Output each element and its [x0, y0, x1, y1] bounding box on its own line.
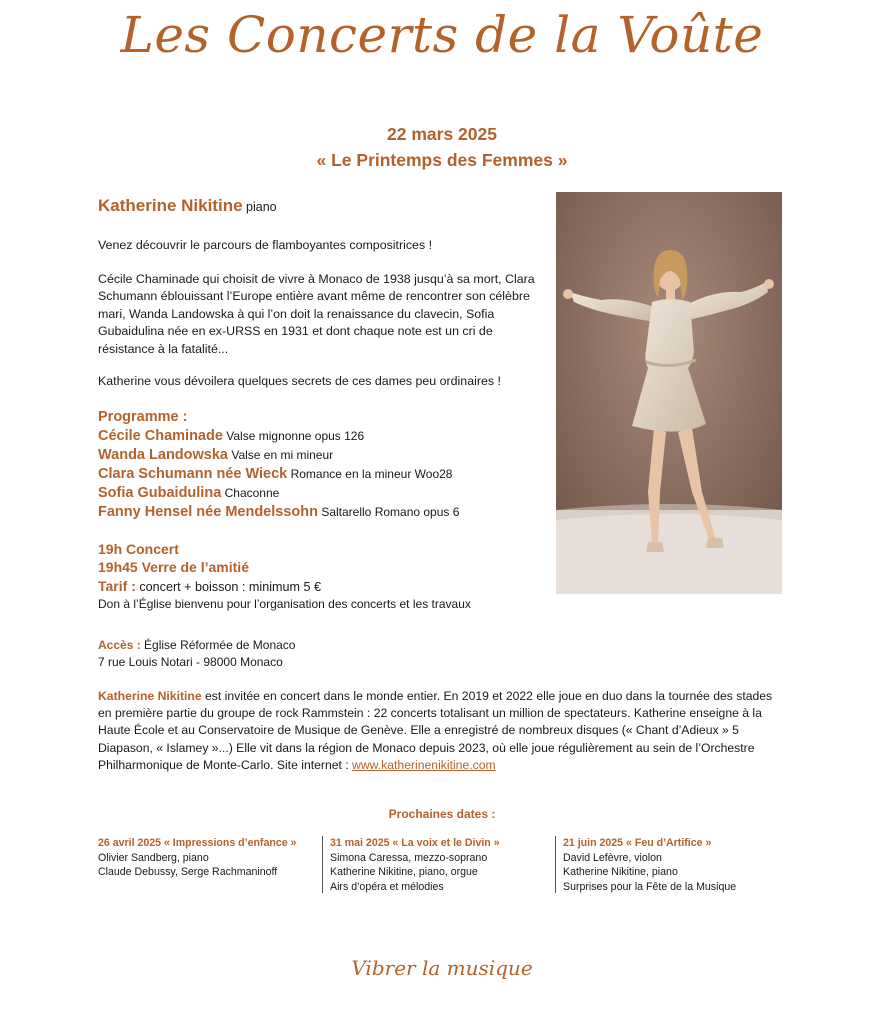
intro-paragraph-2: Cécile Chaminade qui choisit de vivre à Monaco de 1938 jusqu’à sa mort, Clara Schumann éblouissant l’Europe entière avant même de rencontrer son célèbre mari, Wanda Landowska à qui l’on doit la renaissance du clavecin, Sofia Gubaidulina née en ex-URSS en 1931 et dont chaque note est un cri de résistance à la fatalité... — [98, 272, 535, 356]
programme-work: Romance en la mineur Woo28 — [290, 467, 453, 481]
column-divider — [322, 836, 323, 893]
reception-time: 19h45 Verre de l’amitié — [98, 559, 249, 575]
access-place: Église Réformée de Monaco — [144, 638, 296, 652]
access-line — [98, 638, 295, 652]
upcoming-date-line: Olivier Sandberg, piano — [98, 851, 209, 864]
artist-instrument: piano — [246, 200, 277, 214]
programme-item — [98, 447, 333, 463]
artist-line — [98, 196, 277, 216]
concert-time: 19h Concert — [98, 541, 179, 557]
upcoming-date-line: Surprises pour la Fête de la Musique — [563, 880, 737, 893]
programme-composer: Clara Schumann née Wieck — [98, 466, 288, 482]
bio-text: est invitée en concert dans le monde entier. En 2019 et 2022 elle joue en duo dans la tournée des stades en première partie du groupe de rock Rammstein : 22 concerts totalisant un million de spectateurs. Katherine enseigne à la Haute École et au Conservatoire de Musique de Genève. Elle a enregistré de nombreux disques (« Chant d’Adieux » 5 Diapason, « Islamey »...) Elle vit dans la région de Monaco depuis 2023, où elle joue régulièrement au sein de l’Orchestre Philharmonique de Monte-Carlo. Site internet : — [98, 689, 773, 772]
upcoming-date-line: Simona Caressa, mezzo-soprano — [330, 851, 488, 864]
upcoming-date — [563, 836, 785, 894]
upcoming-date-line: Katherine Nikitine, piano — [563, 866, 678, 879]
upcoming-heading: Prochaines dates : — [388, 807, 496, 821]
upcoming-date — [98, 836, 320, 880]
programme-item — [98, 466, 452, 482]
programme-work: Valse mignonne opus 126 — [226, 429, 365, 443]
upcoming-date-line: Claude Debussy, Serge Rachmaninoff — [98, 866, 278, 879]
upcoming-date — [330, 836, 552, 894]
programme-composer: Sofia Gubaidulina — [98, 485, 222, 501]
upcoming-date-title: 26 avril 2025 « Impressions d’enfance » — [98, 837, 297, 849]
upcoming-date-line: Airs d’opéra et mélodies — [330, 880, 444, 893]
programme-item — [98, 504, 459, 520]
access-address: 7 rue Louis Notari - 98000 Monaco — [98, 655, 283, 669]
tarif-value: concert + boisson : minimum 5 € — [139, 580, 321, 594]
upcoming-date-line: Katherine Nikitine, piano, orgue — [330, 866, 478, 879]
photo-floor — [556, 510, 782, 594]
programme-composer: Cécile Chaminade — [98, 428, 223, 444]
upcoming-date-line: David Lefèvre, violon — [563, 851, 662, 864]
tarif-label: Tarif : — [98, 578, 136, 594]
upcoming-date-title: 31 mai 2025 « La voix et le Divin » — [330, 837, 500, 849]
programme-work: Saltarello Romano opus 6 — [321, 505, 460, 519]
upcoming-date-title: 21 juin 2025 « Feu d’Artifice » — [563, 837, 712, 849]
programme-work: Chaconne — [224, 486, 280, 500]
programme-heading: Programme : — [98, 409, 188, 425]
access-label: Accès : — [98, 638, 141, 652]
artist-bio — [98, 688, 788, 774]
programme-composer: Fanny Hensel née Mendelssohn — [98, 504, 318, 520]
bio-name: Katherine Nikitine — [98, 689, 202, 703]
donation-note: Don à l’Église bienvenu pour l’organisation des concerts et les travaux — [98, 597, 471, 611]
column-divider — [555, 836, 556, 893]
event-date: 22 mars 2025 — [387, 124, 497, 144]
programme-composer: Wanda Landowska — [98, 447, 228, 463]
footer-tagline: Vibrer la musique — [351, 956, 533, 980]
event-theme: « Le Printemps des Femmes » — [316, 150, 568, 170]
programme-item — [98, 428, 364, 444]
intro-paragraph-1: Venez découvrir le parcours de flamboyantes compositrices ! — [98, 238, 433, 252]
page-title: Les Concerts de la Voûte — [120, 6, 764, 64]
programme-item — [98, 485, 279, 501]
intro-paragraph-3: Katherine vous dévoilera quelques secrets de ces dames peu ordinaires ! — [98, 374, 501, 388]
programme-work: Valse en mi mineur — [231, 448, 334, 462]
tarif-line — [98, 578, 321, 594]
website-link[interactable]: www.katherinenikitine.com — [352, 757, 496, 772]
artist-photo — [556, 192, 782, 594]
artist-name: Katherine Nikitine — [98, 196, 243, 215]
